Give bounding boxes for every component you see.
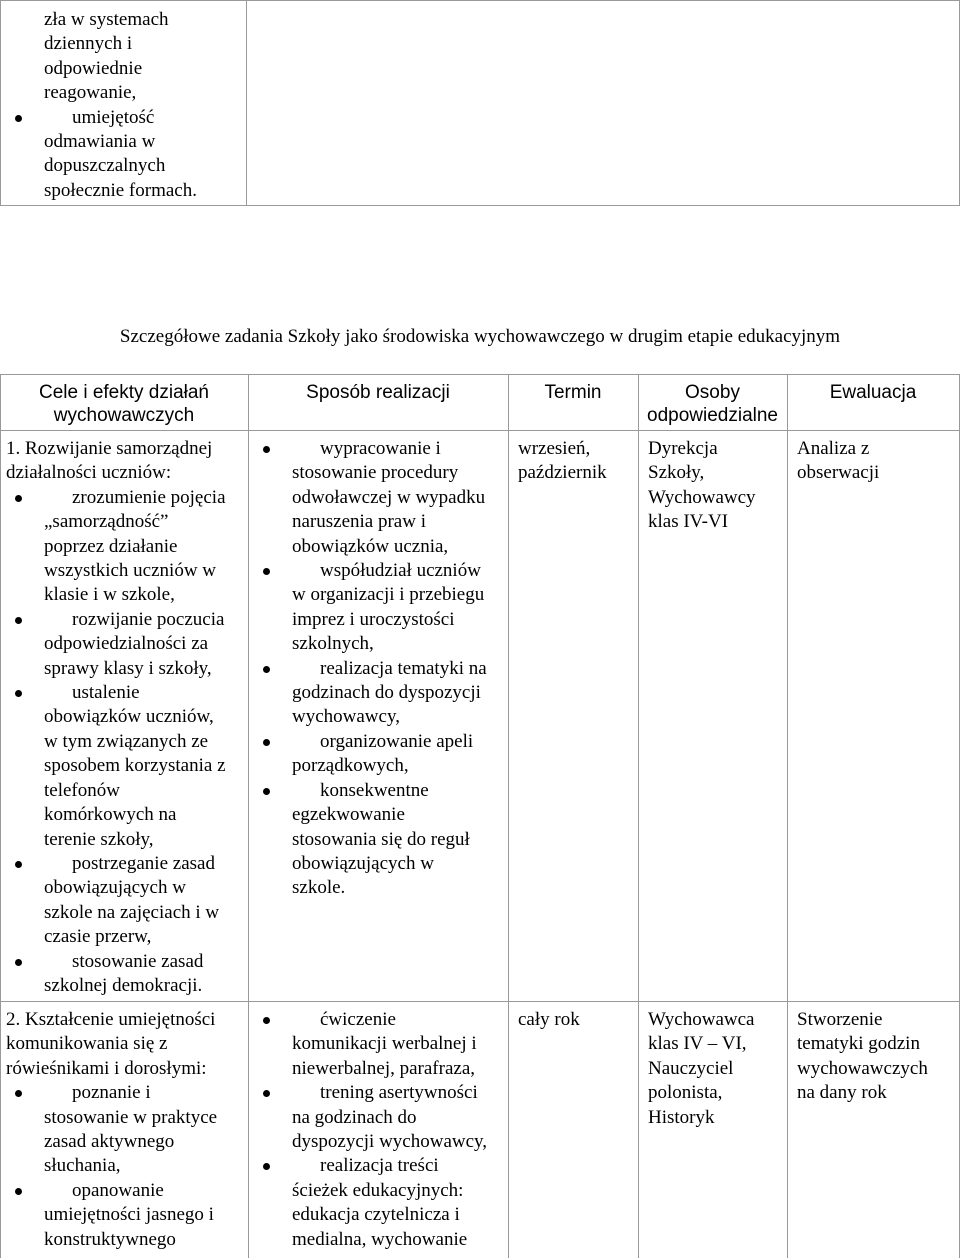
list-item: umiejętość odmawiania w dopuszczalnych społecznie formach.	[6, 106, 244, 204]
fragment-line: odpowiednie	[44, 57, 143, 79]
bullet-icon	[15, 1188, 22, 1195]
bullet-icon	[15, 495, 22, 502]
list-item: wypracowanie i stosowanie procedury odwoławczej w wypadku naruszenia praw i obowiązków ucznia,	[254, 437, 506, 559]
row1-methods	[254, 437, 506, 901]
fragment-line: reagowanie,	[44, 82, 137, 104]
list-item: ćwiczenie komunikacji werbalnej i niewerbalnej, parafraza,	[254, 1008, 506, 1081]
list-item: realizacja tematyki na godzinach do dyspozycji wychowawcy,	[254, 657, 506, 730]
list-item: współudział uczniów w organizacji i przebiegu imprez i uroczystości szkolnych,	[254, 559, 506, 657]
fragment-line: zła w systemach	[44, 9, 169, 30]
bullet-icon	[15, 617, 22, 624]
list-item: postrzeganie zasad obowiązujących w szkole na zajęciach i w czasie przerw,	[6, 852, 246, 950]
method-list	[254, 437, 506, 901]
row1-term: wrzesień, październik	[518, 438, 607, 484]
row2-methods	[254, 1008, 506, 1252]
row2-goals: 2. Kształcenie umiejętności komunikowania się z rówieśnikami i dorosłymi: poznanie i stosowanie w praktyce zasad aktywnego słuchania, opanowanie umiejętności jasnego i konstruktywnego	[6, 1008, 246, 1252]
list-item: stosowanie zasad szkolnej demokracji.	[6, 950, 246, 999]
goal-list	[6, 1081, 246, 1252]
bullet-icon	[15, 690, 22, 697]
fragment-intro	[6, 8, 244, 106]
goal-list	[6, 486, 246, 999]
bullet-icon	[263, 1090, 270, 1097]
bullet-icon	[15, 115, 22, 122]
header-goals: Cele i efekty działań wychowawczych	[38, 382, 210, 426]
list-item: ustalenie obowiązków uczniów, w tym związanych ze sposobem korzystania z telefonów komórkowych na terenie szkoły,	[6, 681, 246, 852]
bullet-icon	[263, 568, 270, 575]
bullet-icon	[263, 446, 270, 453]
list-item: konsekwentne egzekwowanie stosowania się do reguł obowiązujących w szkole.	[254, 779, 506, 901]
row1-evaluation: Analiza z obserwacji	[797, 438, 880, 484]
row1-persons: Dyrekcja Szkoły, Wychowawcy klas IV-VI	[648, 438, 756, 533]
fragment-line: dziennych i	[44, 33, 133, 55]
bullet-icon	[263, 1017, 270, 1024]
list-item: organizowanie apeli porządkowych,	[254, 730, 506, 779]
list-item: opanowanie umiejętności jasnego i konstruktywnego	[6, 1179, 246, 1252]
list-item: trening asertywności na godzinach do dyspozycji wychowawcy,	[254, 1081, 506, 1154]
bullet-icon	[15, 861, 22, 868]
method-list	[254, 1008, 506, 1252]
top-fragment-cell	[6, 8, 244, 203]
row2-evaluation: Stworzenie tematyki godzin wychowawczych na dany rok	[797, 1009, 928, 1104]
header-methods: Sposób realizacji	[306, 382, 450, 403]
bullet-icon	[263, 788, 270, 795]
row2-persons: Wychowawca klas IV – VI, Nauczyciel polonista, Historyk	[648, 1009, 755, 1128]
header-evaluation: Ewaluacja	[829, 382, 917, 403]
list-item: rozwijanie poczucia odpowiedzialności za sprawy klasy i szkoły,	[6, 608, 246, 681]
list-item: realizacja treści ścieżek edukacyjnych: edukacja czytelnicza i medialna, wychowanie	[254, 1154, 506, 1252]
row1-goals: 1. Rozwijanie samorządnej działalności uczniów: zrozumienie pojęcia „samorządność” poprzez działanie wszystkich uczniów w klasie i w szkole, rozwijanie poczucia odpowiedzialności za sprawy klasy i szkoły, ustalenie obowiązków uczniów, w tym związanych ze sposobem korzystania z telefonów komórkowych na terenie szkoły, postrzeganie zasad obowiązujących w szkole na zajęciach i w czasie przerw, stosowanie zasad szkolnej demokracji.	[6, 437, 246, 998]
list-item: poznanie i stosowanie w praktyce zasad aktywnego słuchania,	[6, 1081, 246, 1179]
bullet-icon	[263, 666, 270, 673]
bullet-icon	[263, 739, 270, 746]
bullet-icon	[15, 959, 22, 966]
fragment-list	[6, 106, 244, 204]
bullet-icon	[263, 1163, 270, 1170]
list-item: zrozumienie pojęcia „samorządność” poprzez działanie wszystkich uczniów w klasie i w szkole,	[6, 486, 246, 608]
header-term: Termin	[544, 382, 602, 403]
bullet-icon	[15, 1090, 22, 1097]
header-persons: Osoby odpowiedzialne	[647, 382, 778, 426]
section-heading: Szczegółowe zadania Szkoły jako środowiska wychowawczego w drugim etapie edukacyjnym	[119, 326, 841, 347]
row2-term: cały rok	[518, 1009, 580, 1030]
